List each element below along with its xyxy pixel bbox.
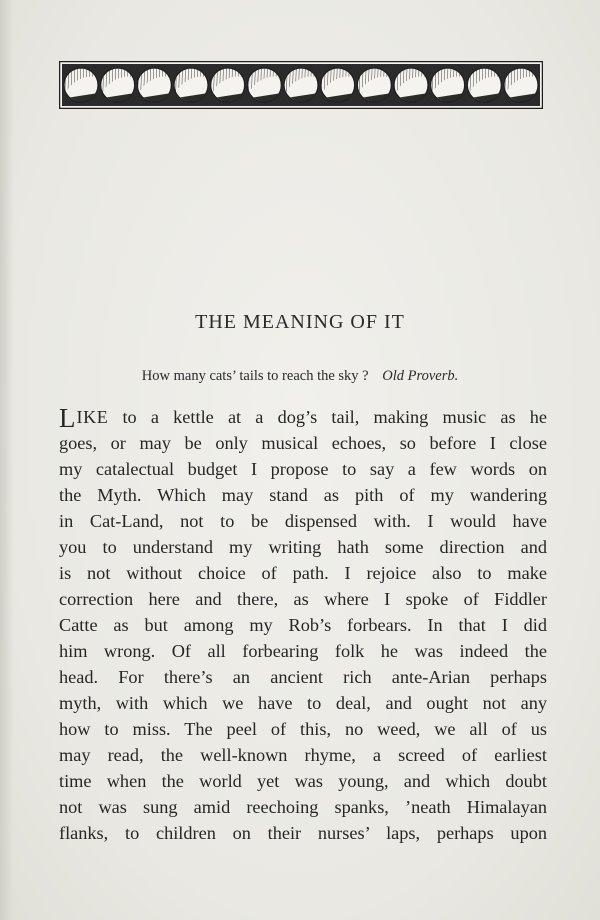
text-line-9: Catte as but among my Rob’s forbears. In that I did: [59, 615, 547, 635]
text-line-13: how to miss. The peel of this, no weed, we all of us: [59, 719, 547, 739]
text-line-8: correction here and there, as where I spoke of Fiddler: [59, 589, 547, 609]
text-line-4: the Myth. Which may stand as pith of my wandering: [59, 485, 547, 505]
epigraph: [0, 368, 600, 385]
text-line-2: goes, or may be only musical echoes, so before I close: [59, 433, 547, 453]
body-text: [59, 404, 547, 846]
text-line-3: my catalectual budget I propose to say a few words on: [59, 459, 547, 479]
text-line-16: not was sung amid reechoing spanks, ’neath Himalayan: [59, 797, 547, 817]
gutter-shadow: [0, 0, 14, 920]
text-line-17: flanks, to children on their nurses’ laps, perhaps upon: [59, 823, 547, 843]
text-line-1-rest: to a kettle at a dog’s tail, making music as he: [108, 407, 547, 427]
text-line-11: head. For there’s an ancient rich ante-Arian perhaps: [59, 667, 547, 687]
text-line-15: time when the world yet was young, and which doubt: [59, 771, 547, 791]
chapter-title: THE MEANING OF IT: [195, 311, 405, 333]
text-line-1: [59, 403, 547, 433]
epigraph-source: Old Proverb.: [382, 368, 459, 384]
drop-cap: L: [59, 403, 77, 433]
epigraph-quote: How many cats’ tails to reach the sky ?: [141, 368, 369, 384]
text-line-6: you to understand my writing hath some direction and: [59, 537, 547, 557]
text-line-7: is not without choice of path. I rejoice also to make: [59, 563, 547, 583]
text-line-10: him wrong. Of all forbearing folk he was indeed the: [59, 641, 547, 661]
text-line-5: in Cat-Land, not to be dispensed with. I would have: [59, 511, 547, 531]
text-line-14: may read, the well-known rhyme, a screed of earliest: [59, 745, 547, 765]
text-line-12: myth, with which we have to deal, and ought not any: [59, 693, 547, 713]
decorative-band-ornament: [59, 61, 543, 109]
first-word-rest: IKE: [76, 407, 109, 427]
